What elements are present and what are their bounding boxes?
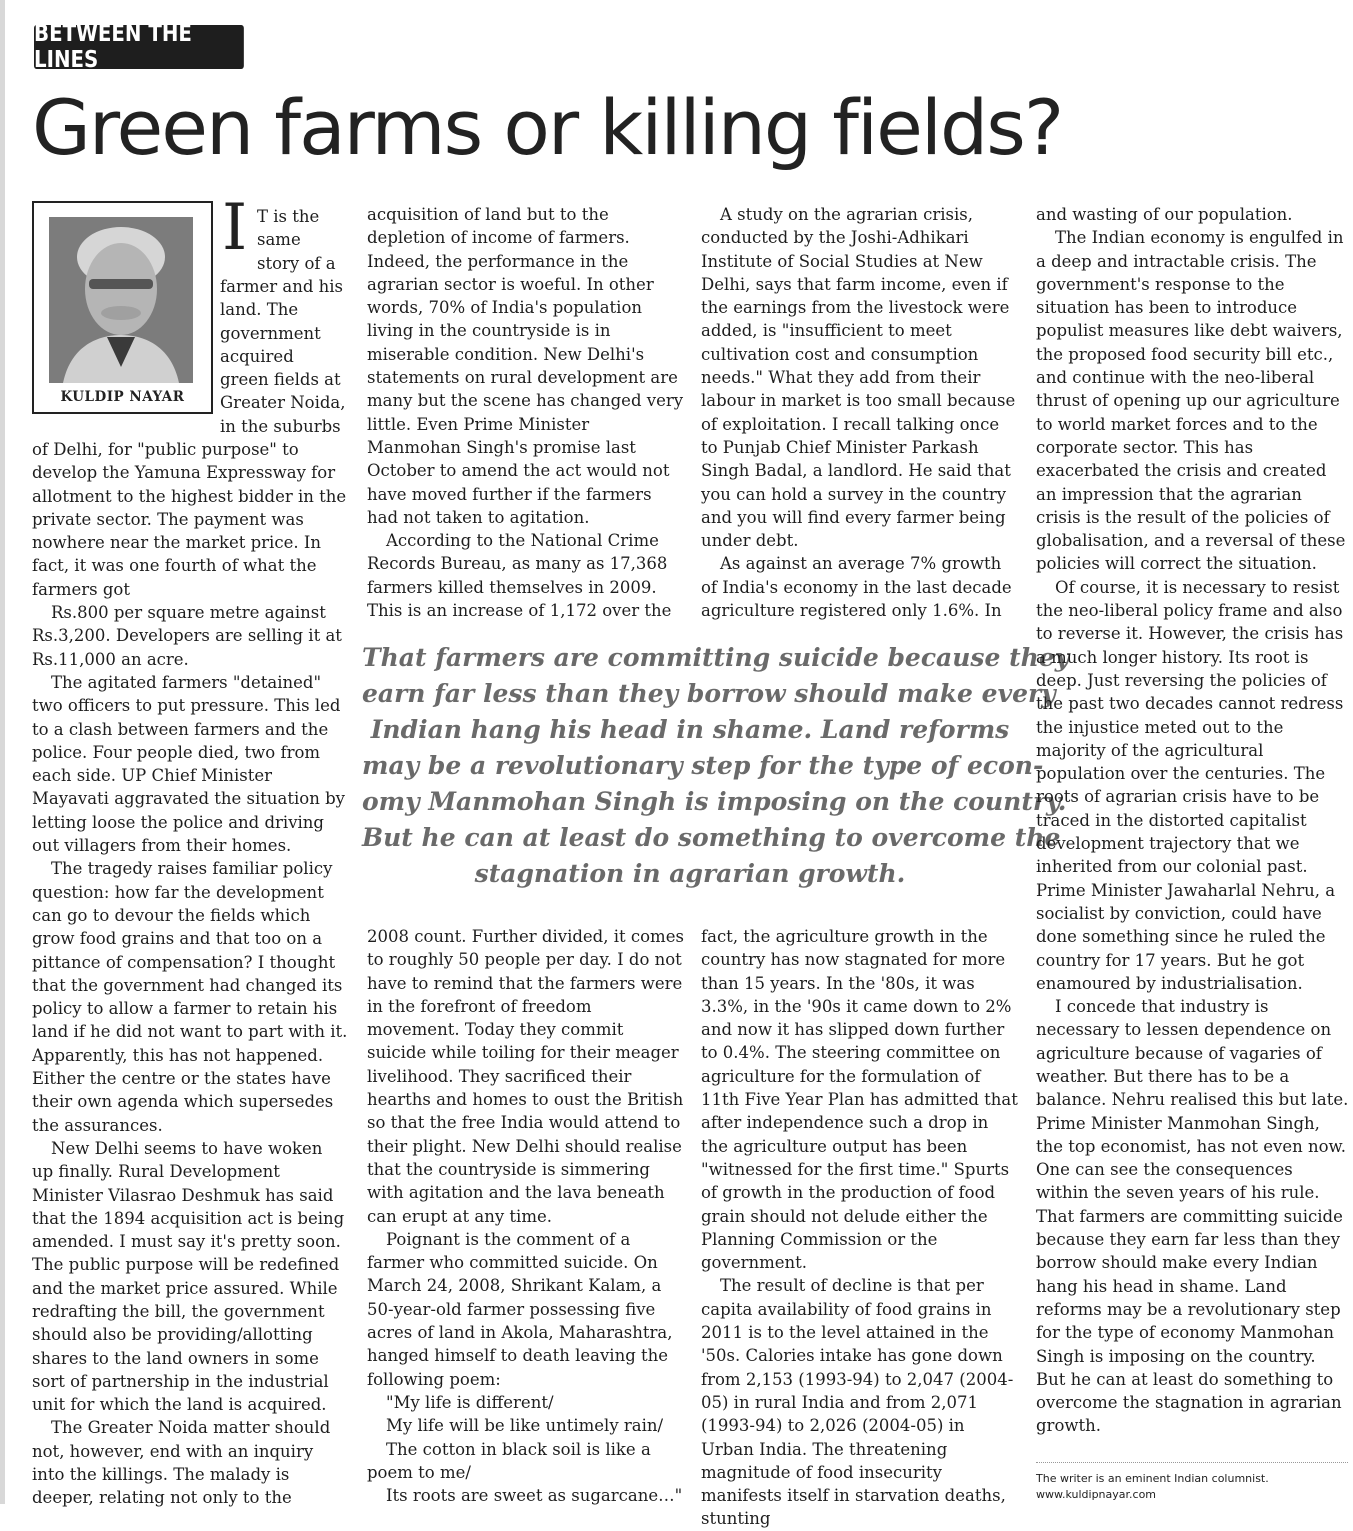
- pull-quote-line: earn far less than they borrow should make every: [362, 679, 1056, 708]
- paragraph: 2008 count. Further divided, it comes to roughly 50 people per day. I do not have to remind that the farmers were in the forefront of freedom movement. Today they commit suicide while toiling for their meager livelihood. They sacrificed their hearths and homes to oust the British so that the free India would attend to their plight. New Delhi should realise that the countryside is simmering with agitation and the lava beneath can erupt at any time.: [367, 927, 684, 1226]
- pull-quote: [362, 640, 1070, 892]
- paragraph: Poignant is the comment of a farmer who committed suicide. On March 24, 2008, Shrikant Kalam, a 50-year-old farmer possessing five acres of land in Akola, Maharashtra, hanged himself to death leaving the following poem:: [367, 1229, 673, 1389]
- paragraph: Rs.800 per square metre against Rs.3,200. Developers are selling it at Rs.11,000 an acre.: [32, 603, 342, 669]
- column-3-bottom: [701, 925, 1019, 1531]
- pull-quote-line: That farmers are committing suicide because they: [362, 643, 1070, 672]
- author-website: www.kuldipnayar.com: [1036, 1488, 1157, 1501]
- paragraph: As against an average 7% growth of India's economy in the last decade agriculture registered only 1.6%. In: [701, 554, 1012, 621]
- paragraph: and wasting of our population.: [1036, 205, 1293, 224]
- poem-line: "My life is different/: [386, 1392, 554, 1412]
- paragraph: According to the National Crime Records Bureau, as many as 17,368 farmers killed themselves in 2009. This is an increase of 1,172 over the: [367, 531, 672, 621]
- column-1: [32, 438, 348, 1510]
- paragraph: The Indian economy is engulfed in a deep and intractable crisis. The government's response to the situation has been to introduce populist measures like debt waivers, the proposed food security bill etc., and continue with the neo-liberal thrust of opening up our agriculture to world market forces and to the corporate sector. This has exacerbated the crisis and created an impression that the agrarian crisis is the result of the policies of globalisation, and a reversal of these policies will correct the situation.: [1036, 228, 1346, 574]
- headline: Green farms or killing fields?: [32, 83, 1063, 172]
- paragraph: I concede that industry is necessary to lessen dependence on agriculture because of vagaries of weather. But there has to be a balance. Nehru realised this but late. Prime Minister Manmohan Singh, the top economist, has not even now. One can see the consequences within the seven years of his rule. That farmers are committing suicide because they earn far less than they borrow should make every Indian hang his head in shame. Land reforms may be a revolutionary step for the type of economy Manmohan Singh is imposing on the country. But he can at least do something to overcome the stagnation in agrarian growth.: [1036, 997, 1349, 1436]
- pull-quote-line: But he can at least do something to overcome the: [362, 823, 1061, 852]
- column-2-top: [367, 203, 685, 622]
- wrap-line: farmer and his: [220, 277, 344, 296]
- author-photo: [49, 217, 193, 383]
- paragraph: The result of decline is that per capita availability of food grains in 2011 is to the level attained in the '50s. Calories intake has gone down from 2,153 (1993-94) to 2,047 (2004-05) in rural India and from 2,071 (1993-94) to 2,026 (2004-05) in Urban India. The threatening magnitude of food insecurity manifests itself in starvation deaths, stunting: [701, 1276, 1014, 1529]
- paragraph: A study on the agrarian crisis, conducted by the Joshi-Adhikari Institute of Social Studies at New Delhi, says that farm income, even if the earnings from the livestock were added, is "insufficient to meet cultivation cost and consumption needs." What they add from their labour in market is too small because of exploitation. I recall talking once to Punjab Chief Minister Parkash Singh Badal, a landlord. He said that you can hold a survey in the country and you will find every farmer being under debt.: [701, 205, 1016, 551]
- drop-cap: I: [222, 191, 248, 265]
- author-photo-box: [32, 201, 213, 414]
- poem-line: My life will be like untimely rain/: [386, 1416, 664, 1436]
- paragraph: fact, the agriculture growth in the country has now stagnated for more than 15 years. In the '80s, it was 3.3%, in the '90s it came down to 2% and now it has slipped down further to 0.4%. The steering committee on agriculture for the formulation of 11th Five Year Plan has admitted that after independence such a drop in the agriculture output has been "witnessed for the first time." Spurts of growth in the production of food grain should not delude either the Planning Commission or the government.: [701, 927, 1018, 1273]
- author-note-text: The writer is an eminent Indian columnist.: [1036, 1472, 1269, 1485]
- wrap-line: Greater Noida,: [220, 393, 346, 413]
- col1-wrap-lines-b: [220, 275, 348, 438]
- paragraph: of Delhi, for "public purpose" to develop the Yamuna Expressway for allotment to the highest bidder in the private sector. The payment was nowhere near the market price. In fact, it was one fourth of what the farmers got: [32, 440, 347, 599]
- paragraph: New Delhi seems to have woken up finally. Rural Development Minister Vilasrao Deshmuk has said that the 1894 acquisition act is being amended. I must say it's pretty soon. The public purpose will be redefined and the market price assured. While redrafting the bill, the government should also be providing/allotting shares to the land owners in some sort of partnership in the industrial unit for which the land is acquired.: [32, 1138, 345, 1415]
- paragraph: The tragedy raises familiar policy question: how far the development can go to devour the fields which grow food grains and that too on a pittance of compensation? I thought that the government had changed its policy to allow a farmer to retain his land if he did not want to part with it. Apparently, this has not happened. Either the centre or the states have their own agenda which supersedes the assurances.: [32, 859, 348, 1135]
- pull-quote-line: Indian hang his head in shame. Land reforms: [370, 715, 1010, 744]
- section-label: BETWEEN THE LINES: [34, 25, 244, 69]
- author-note: [1036, 1471, 1269, 1503]
- paragraph: The agitated farmers "detained" two officers to put pressure. This led to a clash between farmers and the police. Four people died, two from each side. UP Chief Minister Mayavati aggravated the situation by letting loose the police and driving out villagers from their homes.: [32, 672, 345, 856]
- column-4: [1036, 203, 1350, 1438]
- author-portrait-image: [49, 217, 193, 383]
- pull-quote-line: may be a revolutionary step for the type of econ-: [362, 751, 1044, 780]
- pull-quote-line: stagnation in agrarian growth.: [474, 859, 906, 888]
- wrap-line: green fields at: [220, 370, 341, 390]
- paragraph: The Greater Noida matter should not, however, end with an inquiry into the killings. The malady is deeper, relating not only to the: [32, 1418, 331, 1508]
- pull-quote-line: omy Manmohan Singh is imposing on the country.: [362, 787, 1067, 816]
- wrap-line: T is the: [257, 207, 320, 226]
- column-3-top: [701, 203, 1019, 622]
- wrap-line: in the suburbs: [220, 416, 341, 436]
- col1-wrap-lines-a: [257, 205, 347, 275]
- paragraph: acquisition of land but to the depletion of income of farmers. Indeed, the performance in the agrarian sector is woeful. In other words, 70% of India's population living in the countryside is in miserable condition. New Delhi's statements on rural development are many but the scene has changed very little. Even Prime Minister Manmohan Singh's promise last October to amend the act would not have moved further if the farmers had not taken to agitation.: [367, 205, 684, 527]
- wrap-line: acquired: [220, 346, 294, 366]
- poem-line: The cotton in black soil is like a poem to me/: [367, 1439, 651, 1482]
- poem-line: Its roots are sweet as sugarcane…": [386, 1486, 683, 1506]
- column-2-bottom: [367, 925, 685, 1507]
- page-edge-shadow: [0, 0, 5, 1504]
- wrap-line: story of a: [257, 253, 336, 273]
- paragraph: Of course, it is necessary to resist the neo-liberal policy frame and also to reverse it. However, the crisis has a much longer history. Its root is deep. Just reversing the policies of the past two decades cannot redress the injustice meted out to the majority of the agricultural population over the centuries. The roots of agrarian crisis have to be traced in the distorted capitalist development trajectory that we inherited from our colonial past. Prime Minister Jawaharlal Nehru, a socialist by conviction, could have done something since he ruled the country for 17 years. But he got enamoured by industrialisation.: [1036, 577, 1344, 993]
- footer-divider: [1036, 1462, 1348, 1463]
- wrap-line: same: [257, 230, 301, 250]
- wrap-line: land. The: [220, 300, 299, 320]
- author-byline: KULDIP NAYAR: [60, 389, 185, 405]
- wrap-line: government: [220, 323, 321, 343]
